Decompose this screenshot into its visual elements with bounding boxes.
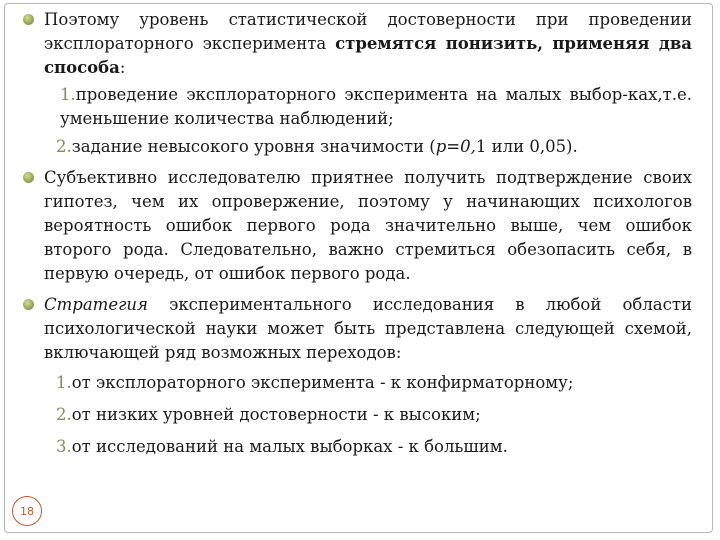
list-item-text: от исследований на малых выборках - к большим. xyxy=(71,437,508,456)
list-item-text: от низких уровней достоверности - к высоким; xyxy=(71,405,481,424)
list-item-tail: 1 или 0,05). xyxy=(475,137,578,156)
list-number: 2. xyxy=(56,405,72,424)
bullet-3-text: экспериментального исследования в любой области психологической науки может быть представлена следующей схемой, включающей ряд возможных переходов: xyxy=(44,295,692,362)
slide-content xyxy=(22,8,692,466)
sublist-methods xyxy=(44,83,692,159)
bullet-1-colon: : xyxy=(119,58,126,77)
bullet-1-text: Поэтому уровень статистической достоверности при проведении эксплораторного эксперимента xyxy=(44,10,692,53)
sublist-transitions xyxy=(44,371,692,459)
list-number: 2. xyxy=(56,137,72,156)
list-number: 1. xyxy=(56,373,72,392)
bullet-2-text: Субъективно исследователю приятнее получить подтверждение своих гипотез, чем их опровержение, поэтому у начинающих психологов вероятность ошибок первого рода значительно выше, чем ошибок второго рода. Следовательно, важно стремиться обезопасить себя, в первую очередь, от ошибок первого рода. xyxy=(44,168,692,283)
list-number: 1. xyxy=(60,85,76,104)
list-number: 3. xyxy=(56,437,72,456)
list-item xyxy=(44,371,692,395)
list-item xyxy=(44,135,692,159)
bullet-dot-icon xyxy=(23,172,34,183)
bullet-item-2 xyxy=(22,166,692,286)
list-item-text: задание невысокого уровня значимости ( xyxy=(71,137,436,156)
bullet-item-3 xyxy=(22,293,692,459)
bullet-1-bold: стремятся понизить, применяя два способа xyxy=(44,34,692,77)
list-item-italic: p=0, xyxy=(435,137,476,156)
list-item xyxy=(44,83,692,131)
list-item xyxy=(44,435,692,459)
bullet-3-italic: Стратегия xyxy=(44,295,148,314)
list-item xyxy=(44,403,692,427)
bullet-dot-icon xyxy=(23,14,34,25)
bullet-item-1 xyxy=(22,8,692,159)
list-item-text: от эксплораторного эксперимента - к конфирматорному; xyxy=(71,373,574,392)
bullet-dot-icon xyxy=(23,299,34,310)
page-number-badge: 18 xyxy=(12,496,42,526)
list-item-text: проведение эксплораторного эксперимента на малых выбор-ках,т.е. уменьшение количества наблюдений; xyxy=(60,85,692,128)
